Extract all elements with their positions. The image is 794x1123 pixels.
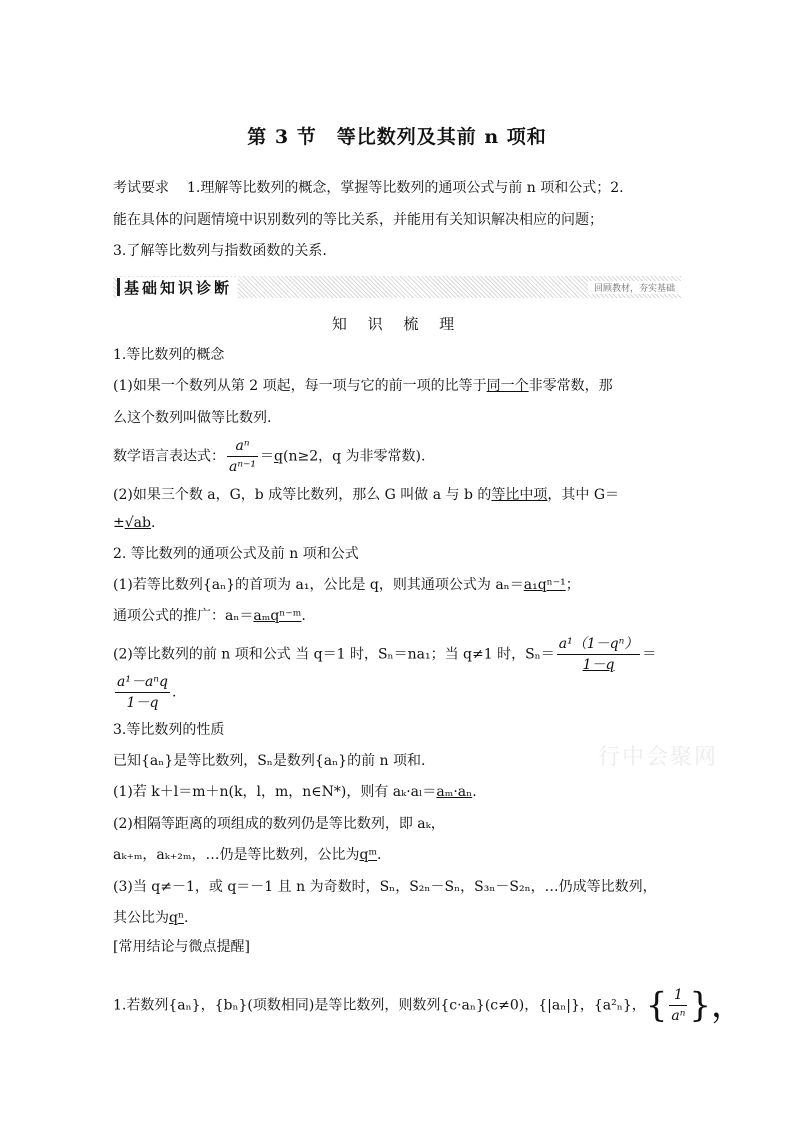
requirements-label: 考试要求 bbox=[113, 180, 169, 196]
s1-p1-line2: 么这个数列叫做等比数列. bbox=[113, 410, 272, 426]
blank-answer: 同一个 bbox=[486, 378, 529, 394]
s1-p1-line1: (1)如果一个数列从第 2 项起，每一项与它的前一项的比等于同一个非零常数，那 bbox=[113, 378, 613, 394]
requirements-line-1: 考试要求 1.理解等比数列的概念，掌握等比数列的通项公式与前 n 项和公式；2. bbox=[113, 180, 624, 196]
blank-answer: qᵐ bbox=[359, 847, 378, 863]
blank-answer: √ab bbox=[124, 515, 151, 531]
requirements-line-2: 能在具体的问题情境中识别数列的等比关系，并能用有关知识解决相应的问题； bbox=[113, 212, 603, 228]
s1-p2-line2: ±√ab. bbox=[113, 515, 156, 531]
blank-answer: aₘqⁿ⁻ᵐ bbox=[253, 608, 302, 624]
s2-p2-line2: $\frac{\text{a¹－aⁿq}}{1-q}$ . bbox=[117, 674, 177, 711]
s3-p1: (1)若 k＋l＝m＋n(k，l，m，n∈N*)，则有 aₖ·aₗ＝aₘ·aₙ. bbox=[113, 784, 477, 800]
s3-p2-line2: aₖ₊ₘ，aₖ₊₂ₘ，…仍是等比数列，公比为qᵐ. bbox=[113, 847, 382, 863]
blank-answer: qⁿ bbox=[169, 910, 185, 926]
tips-heading: [常用结论与微点提醒] bbox=[113, 939, 250, 955]
fraction: $\frac{\text{aⁿ}}{\text{aⁿ⁻¹}}$ bbox=[229, 438, 257, 475]
banner-title: 基础知识诊断 bbox=[120, 277, 238, 298]
fraction: $\frac{\text{a¹（1－qⁿ）}}{1-q}$ bbox=[558, 636, 639, 673]
s3-p3-line2: 其公比为qⁿ. bbox=[113, 910, 189, 926]
s2-p1: (1)若等比数列{aₙ}的首项为 a₁，公比是 q，则其通项公式为 aₙ＝a₁qⁿ⁻¹； bbox=[113, 577, 580, 593]
s1-heading: 1.等比数列的概念 bbox=[113, 347, 225, 363]
page-title: 第 3 节 等比数列及其前 n 项和 bbox=[247, 126, 547, 148]
s2-p1-general: 通项公式的推广：aₙ＝aₘqⁿ⁻ᵐ. bbox=[113, 608, 306, 624]
blank-answer: a₁qⁿ⁻¹ bbox=[523, 577, 566, 593]
s1-expression: 数学语言表达式： $\frac{\text{aⁿ}}{\text{aⁿ⁻¹}}$ ＝q(n≥2，q 为非零常数). bbox=[113, 438, 426, 475]
fraction: $\frac{\text{a¹－aⁿq}}{1-q}$ bbox=[117, 674, 168, 711]
s3-intro: 已知{aₙ}是等比数列，Sₙ是数列{aₙ}的前 n 项和. bbox=[113, 753, 426, 769]
section-title: 知 识 梳 理 bbox=[331, 315, 463, 333]
watermark: 行中会聚网 bbox=[598, 745, 719, 770]
s2-p2-line1: (2)等比数列的前 n 项和公式 当 q＝1 时，Sₙ＝na₁；当 q≠1 时，Sₙ＝ $\frac{\text{a¹（1－qⁿ）}}{1-q}$ ＝ bbox=[113, 636, 657, 673]
banner-note: 回顾教材，夯实基础 bbox=[588, 281, 681, 294]
s3-p2-line1: (2)相隔等距离的项组成的数列仍是等比数列，即 aₖ， bbox=[113, 816, 445, 832]
fraction: $\frac{1}{\text{aⁿ}}$ bbox=[671, 987, 686, 1024]
s2-heading: 2. 等比数列的通项公式及前 n 项和公式 bbox=[113, 546, 359, 562]
blank-answer: 等比中项 bbox=[491, 487, 548, 503]
s3-heading: 3.等比数列的性质 bbox=[113, 722, 225, 738]
blank-answer: q bbox=[274, 448, 283, 465]
requirements-line-3: 3.了解等比数列与指数函数的关系. bbox=[113, 243, 327, 259]
s1-p2-line1: (2)如果三个数 a，G，b 成等比数列，那么 G 叫做 a 与 b 的等比中项，其中 G＝ bbox=[113, 487, 620, 503]
blank-answer: aₘ·aₙ bbox=[436, 784, 473, 800]
tips-p1: 1.若数列{aₙ}，{bₙ}(项数相同)是等比数列，则数列{c·aₙ}(c≠0)，{|aₙ|}，{a²ₙ}，{ $\frac{1}{\text{aⁿ}}$ }， bbox=[113, 985, 746, 1026]
section-banner bbox=[113, 276, 681, 298]
s3-p3-line1: (3)当 q≠－1，或 q＝－1 且 n 为奇数时，Sₙ，S₂ₙ－Sₙ，S₃ₙ－S₂ₙ，…仍成等比数列， bbox=[113, 879, 657, 895]
